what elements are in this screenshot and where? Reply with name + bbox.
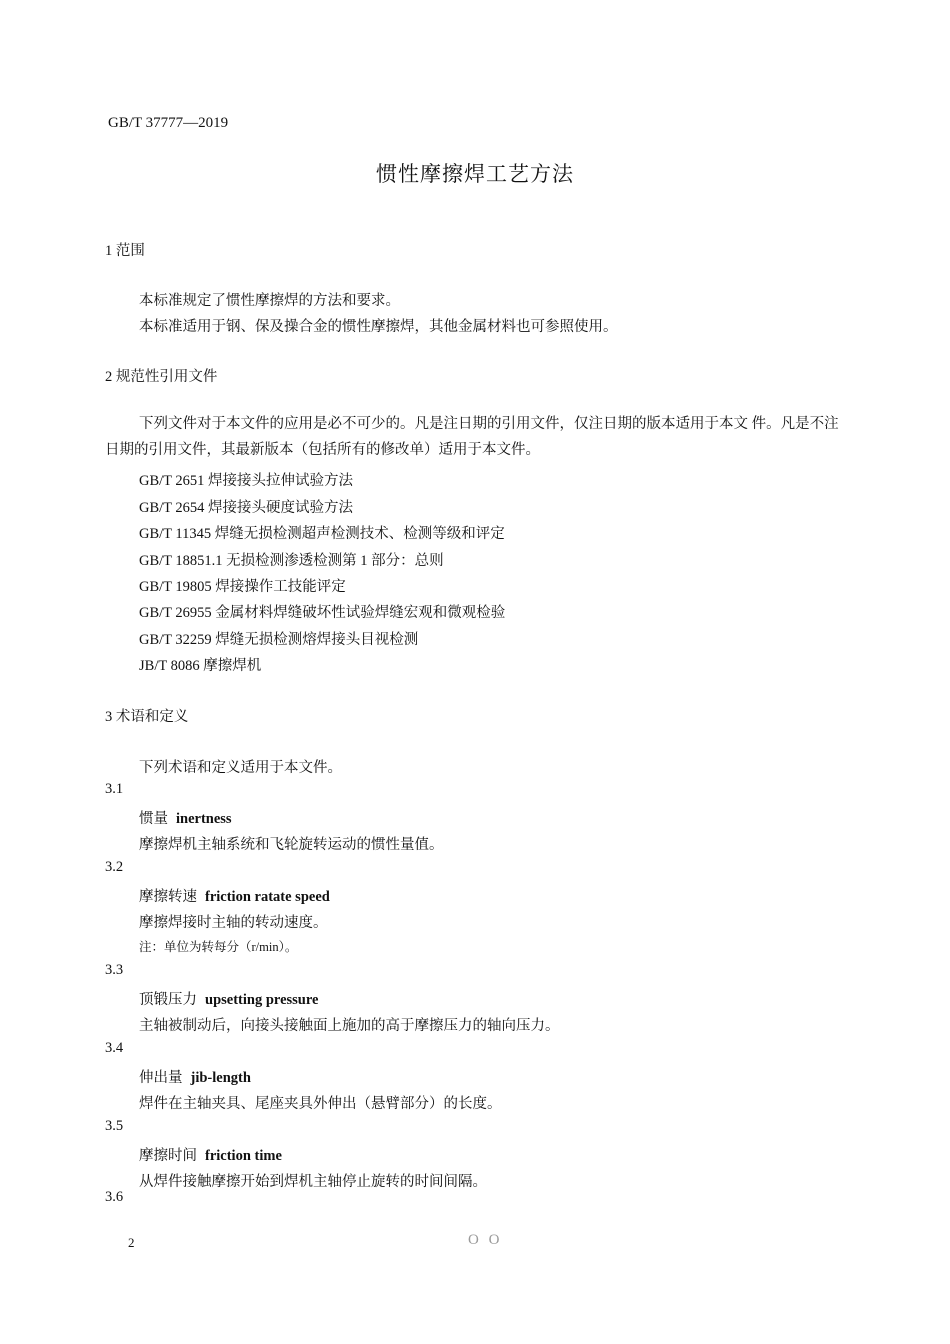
page-number: 2 <box>128 1235 135 1250</box>
section-3-heading: 3 术语和定义 <box>105 709 189 725</box>
term-en: friction ratate speed <box>205 889 330 905</box>
term-number: 3.1 <box>105 781 124 797</box>
paragraph: 本标准规定了惯性摩擦焊的方法和要求。 <box>139 293 400 309</box>
reference-item: GB/T 26955 金属材料焊缝破坏性试验焊缝宏观和微观检验 <box>139 605 506 621</box>
document-title: 惯性摩擦焊工艺方法 <box>376 162 574 186</box>
term-en: friction time <box>205 1148 282 1164</box>
term-en: upsetting pressure <box>205 992 319 1008</box>
term-cn: 摩擦时间 <box>139 1148 197 1164</box>
standard-number: GB/T 37777—2019 <box>108 115 229 131</box>
term-title <box>139 1144 282 1165</box>
term-title <box>139 807 232 828</box>
term-number: 3.2 <box>105 859 124 875</box>
term-cn: 摩擦转速 <box>139 889 197 905</box>
term-definition: 摩擦焊接时主轴的转动速度。 <box>139 915 328 931</box>
reference-item: JB/T 8086 摩擦焊机 <box>139 658 262 674</box>
term-en: jib-length <box>190 1070 251 1086</box>
term-cn: 顶锻压力 <box>139 992 197 1008</box>
reference-item: GB/T 2651 焊接接头拉伸试验方法 <box>139 473 354 489</box>
term-cn: 惯量 <box>139 811 168 827</box>
term-definition: 从焊件接触摩擦开始到焊机主轴停止旋转的时间间隔。 <box>139 1174 487 1190</box>
section-2-intro: 下列文件对于本文件的应用是必不可少的。凡是注日期的引用文件，仅注日期的版本适用于本文 件。凡是不注日期的引用文件，其最新版本（包括所有的修改单）适用于本文件。 <box>105 416 839 458</box>
term-definition: 主轴被制动后，向接头接触面上施加的高于摩擦压力的轴向压力。 <box>139 1018 560 1034</box>
section-2-heading: 2 规范性引用文件 <box>105 369 218 385</box>
section-3-intro: 下列术语和定义适用于本文件。 <box>139 760 342 776</box>
term-en: inertness <box>176 811 232 827</box>
term-number: 3.6 <box>105 1189 124 1205</box>
reference-item: GB/T 18851.1 无损检测渗透检测第 1 部分：总则 <box>139 553 444 569</box>
section-1-heading: 1 范围 <box>105 243 145 259</box>
reference-item: GB/T 19805 焊接操作工技能评定 <box>139 579 346 595</box>
term-title <box>139 988 318 1009</box>
term-definition: 摩擦焊机主轴系统和飞轮旋转运动的惯性量值。 <box>139 837 444 853</box>
reference-item: GB/T 2654 焊接接头硬度试验方法 <box>139 500 354 516</box>
term-title <box>139 1066 251 1087</box>
term-definition: 焊件在主轴夹具、尾座夹具外伸出（悬臂部分）的长度。 <box>139 1096 502 1112</box>
term-number: 3.5 <box>105 1118 124 1134</box>
reference-item: GB/T 32259 焊缝无损检测熔焊接头目视检测 <box>139 632 419 648</box>
footer-mark: O O <box>468 1232 503 1248</box>
term-number: 3.4 <box>105 1040 124 1056</box>
term-number: 3.3 <box>105 962 124 978</box>
term-cn: 伸出量 <box>139 1070 183 1086</box>
term-title <box>139 885 330 906</box>
paragraph: 本标准适用于钢、保及操合金的惯性摩擦焊，其他金属材料也可参照使用。 <box>139 319 618 335</box>
reference-item: GB/T 11345 焊缝无损检测超声检测技术、检测等级和评定 <box>139 526 505 542</box>
term-note: 注：单位为转每分（r/min）。 <box>139 940 298 954</box>
